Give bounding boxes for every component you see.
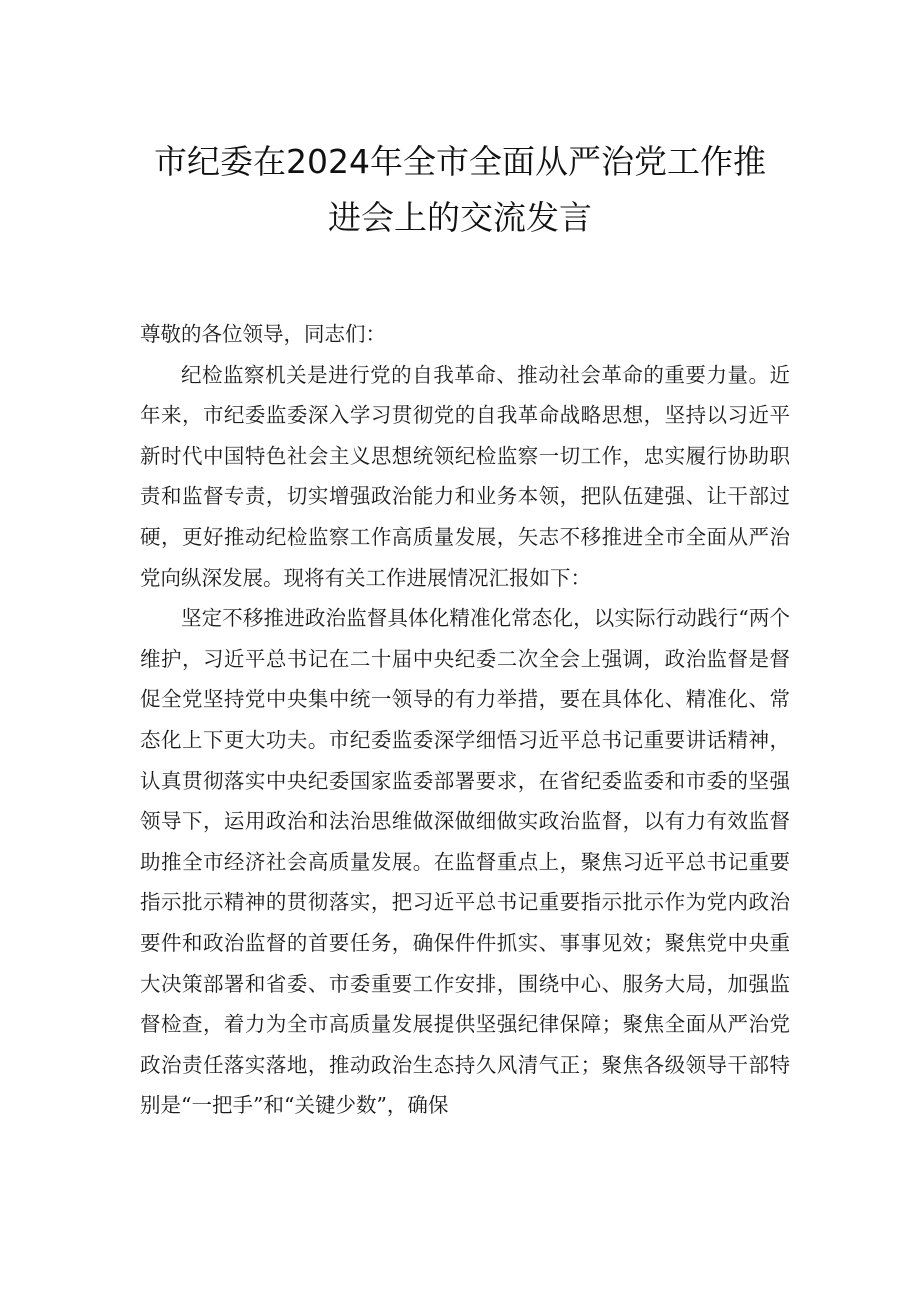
- document-title-line-1: 市纪委在2024年全市全面从严治党工作推: [154, 142, 766, 181]
- salutation: 尊敬的各位领导，同志们：: [140, 322, 386, 346]
- paragraph-1: 纪检监察机关是进行党的自我革命、推动社会革命的重要力量。近年来，市纪委监委深入学习贯彻党的自我革命战略思想，坚持以习近平新时代中国特色社会主义思想统领纪检监察一切工作，忠实履行协助职责和监督专责，切实增强政治能力和业务本领，把队伍建强、让干部过硬，更好推动纪检监察工作高质量发展，矢志不移推进全市全面从严治党向纵深发展。现将有关工作进展情况汇报如下：: [140, 362, 790, 590]
- paragraph-2: 坚定不移推进政治监督具体化精准化常态化，以实际行动践行“两个维护，习近平总书记在二十届中央纪委二次全会上强调，政治监督是督促全党坚持党中央集中统一领导的有力举措，要在具体化、精准化、常态化上下更大功夫。市纪委监委深学细悟习近平总书记重要讲话精神，认真贯彻落实中央纪委国家监委部署要求，在省纪委监委和市委的坚强领导下，运用政治和法治思维做深做细做实政治监督，以有力有效监督助推全市经济社会高质量发展。在监督重点上，聚焦习近平总书记重要指示批示精神的贯彻落实，把习近平总书记重要指示批示作为党内政治要件和政治监督的首要任务，确保件件抓实、事事见效；聚焦党中央重大决策部署和省委、市委重要工作安排，围绕中心、服务大局，加强监督检查，着力为全市高质量发展提供坚强纪律保障；聚焦全面从严治党政治责任落实落地，推动政治生态持久风清气正；聚焦各级领导干部特别是“一把手”和“关键少数”，确保: [140, 606, 790, 1118]
- document-body: [140, 314, 790, 1126]
- document-title-line-2: 进会上的交流发言: [328, 198, 592, 237]
